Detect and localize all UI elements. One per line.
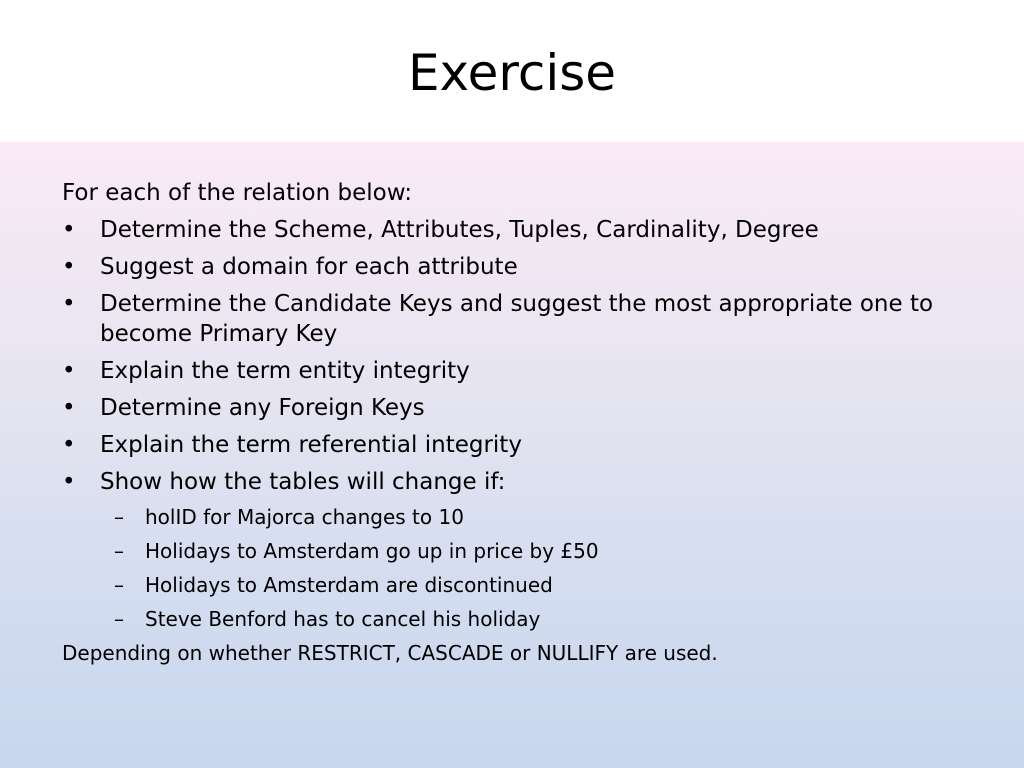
bullet-text: Determine any Foreign Keys: [100, 395, 425, 421]
sub-bullet-text: Steve Benford has to cancel his holiday: [145, 607, 541, 631]
bullet-marker: •: [62, 217, 76, 243]
bullet-text: Show how the tables will change if:: [100, 469, 506, 495]
bullet-marker: •: [62, 395, 76, 421]
sub-bullet-text: Holidays to Amsterdam go up in price by £50: [145, 539, 599, 563]
sub-bullet-item: [62, 606, 962, 633]
footer-text: Depending on whether RESTRICT, CASCADE or NULLIFY are used.: [62, 641, 718, 665]
sub-bullet-marker: –: [114, 539, 124, 563]
sub-bullet-text: Holidays to Amsterdam are discontinued: [145, 573, 553, 597]
sub-bullet-marker: –: [114, 573, 124, 597]
slide-content: [62, 178, 962, 667]
sub-bullet-marker: –: [114, 505, 124, 529]
bullet-text: Explain the term entity integrity: [100, 358, 470, 384]
bullet-marker: •: [62, 432, 76, 458]
sub-bullet-item: [62, 572, 962, 599]
sub-bullet-item: [62, 538, 962, 565]
bullet-item: [62, 289, 962, 349]
bullet-text: Explain the term referential integrity: [100, 432, 522, 458]
sub-bullet-item: [62, 504, 962, 531]
bullet-item: [62, 215, 962, 245]
bullet-marker: •: [62, 358, 76, 384]
bullet-marker: •: [62, 254, 76, 280]
bullet-item: [62, 252, 962, 282]
bullet-item: [62, 393, 962, 423]
bullet-marker: •: [62, 291, 76, 317]
slide-title: Exercise: [407, 44, 617, 102]
intro-text: For each of the relation below:: [62, 180, 413, 206]
bullet-item: [62, 356, 962, 386]
bullet-text: Determine the Scheme, Attributes, Tuples, Cardinality, Degree: [100, 217, 819, 243]
sub-bullet-marker: –: [114, 607, 124, 631]
bullet-text: Suggest a domain for each attribute: [100, 254, 518, 280]
bullet-marker: •: [62, 469, 76, 495]
bullet-item: [62, 467, 962, 497]
bullet-text: Determine the Candidate Keys and suggest the most appropriate one to become Primary Key: [100, 291, 934, 347]
bullet-item: [62, 430, 962, 460]
title-area: [0, 0, 1024, 142]
sub-bullet-text: holID for Majorca changes to 10: [145, 505, 464, 529]
